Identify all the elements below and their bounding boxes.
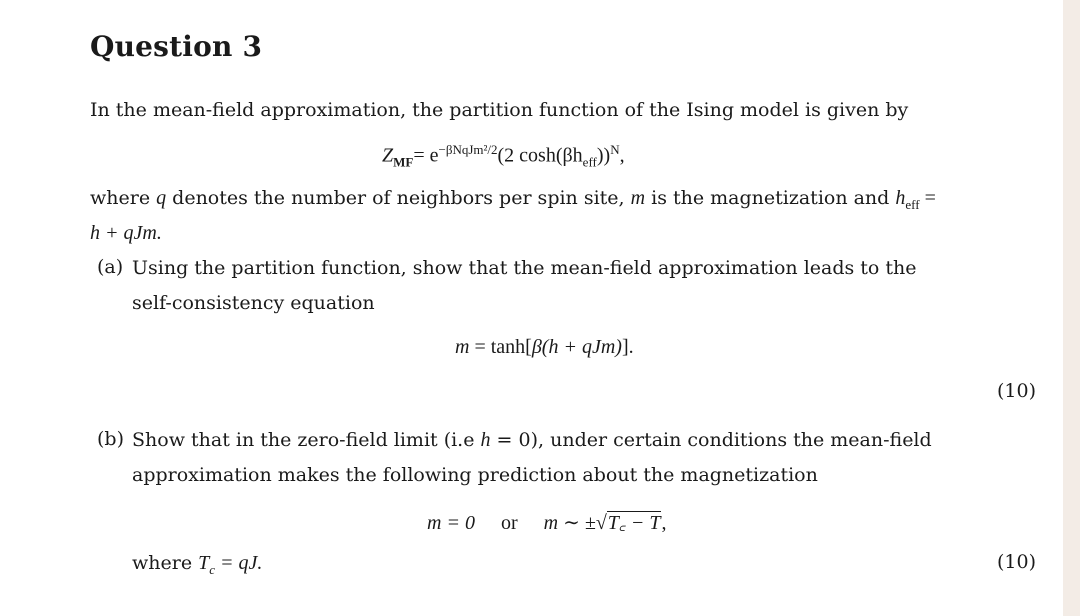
eq-equals-e: = e [413, 144, 439, 167]
part-b-where [132, 551, 262, 582]
part-a-line-1: Using the partition function, show that the mean-field approximation leads to the [132, 257, 917, 279]
pb-start: Show that in the zero-field limit (i.e [132, 429, 481, 451]
where-h-sub: eff [905, 196, 920, 212]
where-mid2: is the magnetization and [645, 187, 896, 209]
eq-cosh: (2 cosh(βh [497, 144, 583, 167]
self-consistency-equation [455, 336, 634, 359]
intro-text: In the mean-field approximation, the partition function of the Ising model is given by [90, 99, 909, 121]
part-a-label: (a) [97, 256, 124, 278]
magnetization-prediction [427, 508, 666, 535]
eq-eff-sub: eff [582, 154, 597, 170]
sc-tanh: = tanh[ [469, 336, 532, 358]
pred-m-zero: m = 0 [427, 512, 475, 534]
where-h: h [895, 187, 906, 209]
right-edge-strip [1063, 0, 1080, 616]
pbw-start: where [132, 552, 199, 574]
pb-h: h [480, 429, 491, 451]
sqrt-symbol: √ [595, 512, 607, 534]
sqrt-content: T꜀ − T [607, 512, 661, 534]
question-title: Question 3 [90, 30, 263, 63]
sc-end: ]. [621, 336, 634, 358]
eq-n-sup: N [610, 142, 620, 157]
pred-or: or [500, 512, 518, 534]
where-start: where [90, 187, 157, 209]
pbw-rest: = qJ. [215, 552, 263, 574]
part-a-line-2: self-consistency equation [132, 292, 375, 314]
where-m: m [630, 187, 646, 209]
eq-z: Z [382, 144, 394, 167]
eq-close: )) [596, 144, 611, 167]
eq-comma: , [619, 144, 625, 167]
eq-z-sub: MF [393, 154, 414, 170]
where-mid: denotes the number of neighbors per spin site, [166, 187, 631, 209]
part-b-marks: (10) [997, 551, 1037, 573]
eq-exponent: −βNqJm²/2 [438, 142, 498, 157]
part-b-line-1 [132, 428, 932, 452]
pbw-t: T [198, 552, 210, 574]
pbw-sub: c [209, 561, 216, 577]
pred-m-sim: m ∼ ± [543, 512, 596, 534]
sc-inner: (h + qJm) [541, 336, 622, 358]
pb-eq: = 0), under certain conditions the mean-field [490, 429, 932, 451]
part-a-marks: (10) [997, 380, 1037, 402]
part-b-label: (b) [97, 428, 124, 450]
where-equals: = [919, 187, 936, 209]
sc-beta: β [531, 336, 542, 358]
where-line-1 [90, 186, 936, 217]
part-b-line-2: approximation makes the following prediction about the magnetization [132, 464, 818, 486]
where-q: q [156, 187, 167, 209]
sc-m: m [455, 336, 470, 358]
partition-equation [382, 142, 625, 171]
pred-comma: , [661, 512, 667, 534]
where-line-2: h + qJm. [90, 222, 162, 244]
